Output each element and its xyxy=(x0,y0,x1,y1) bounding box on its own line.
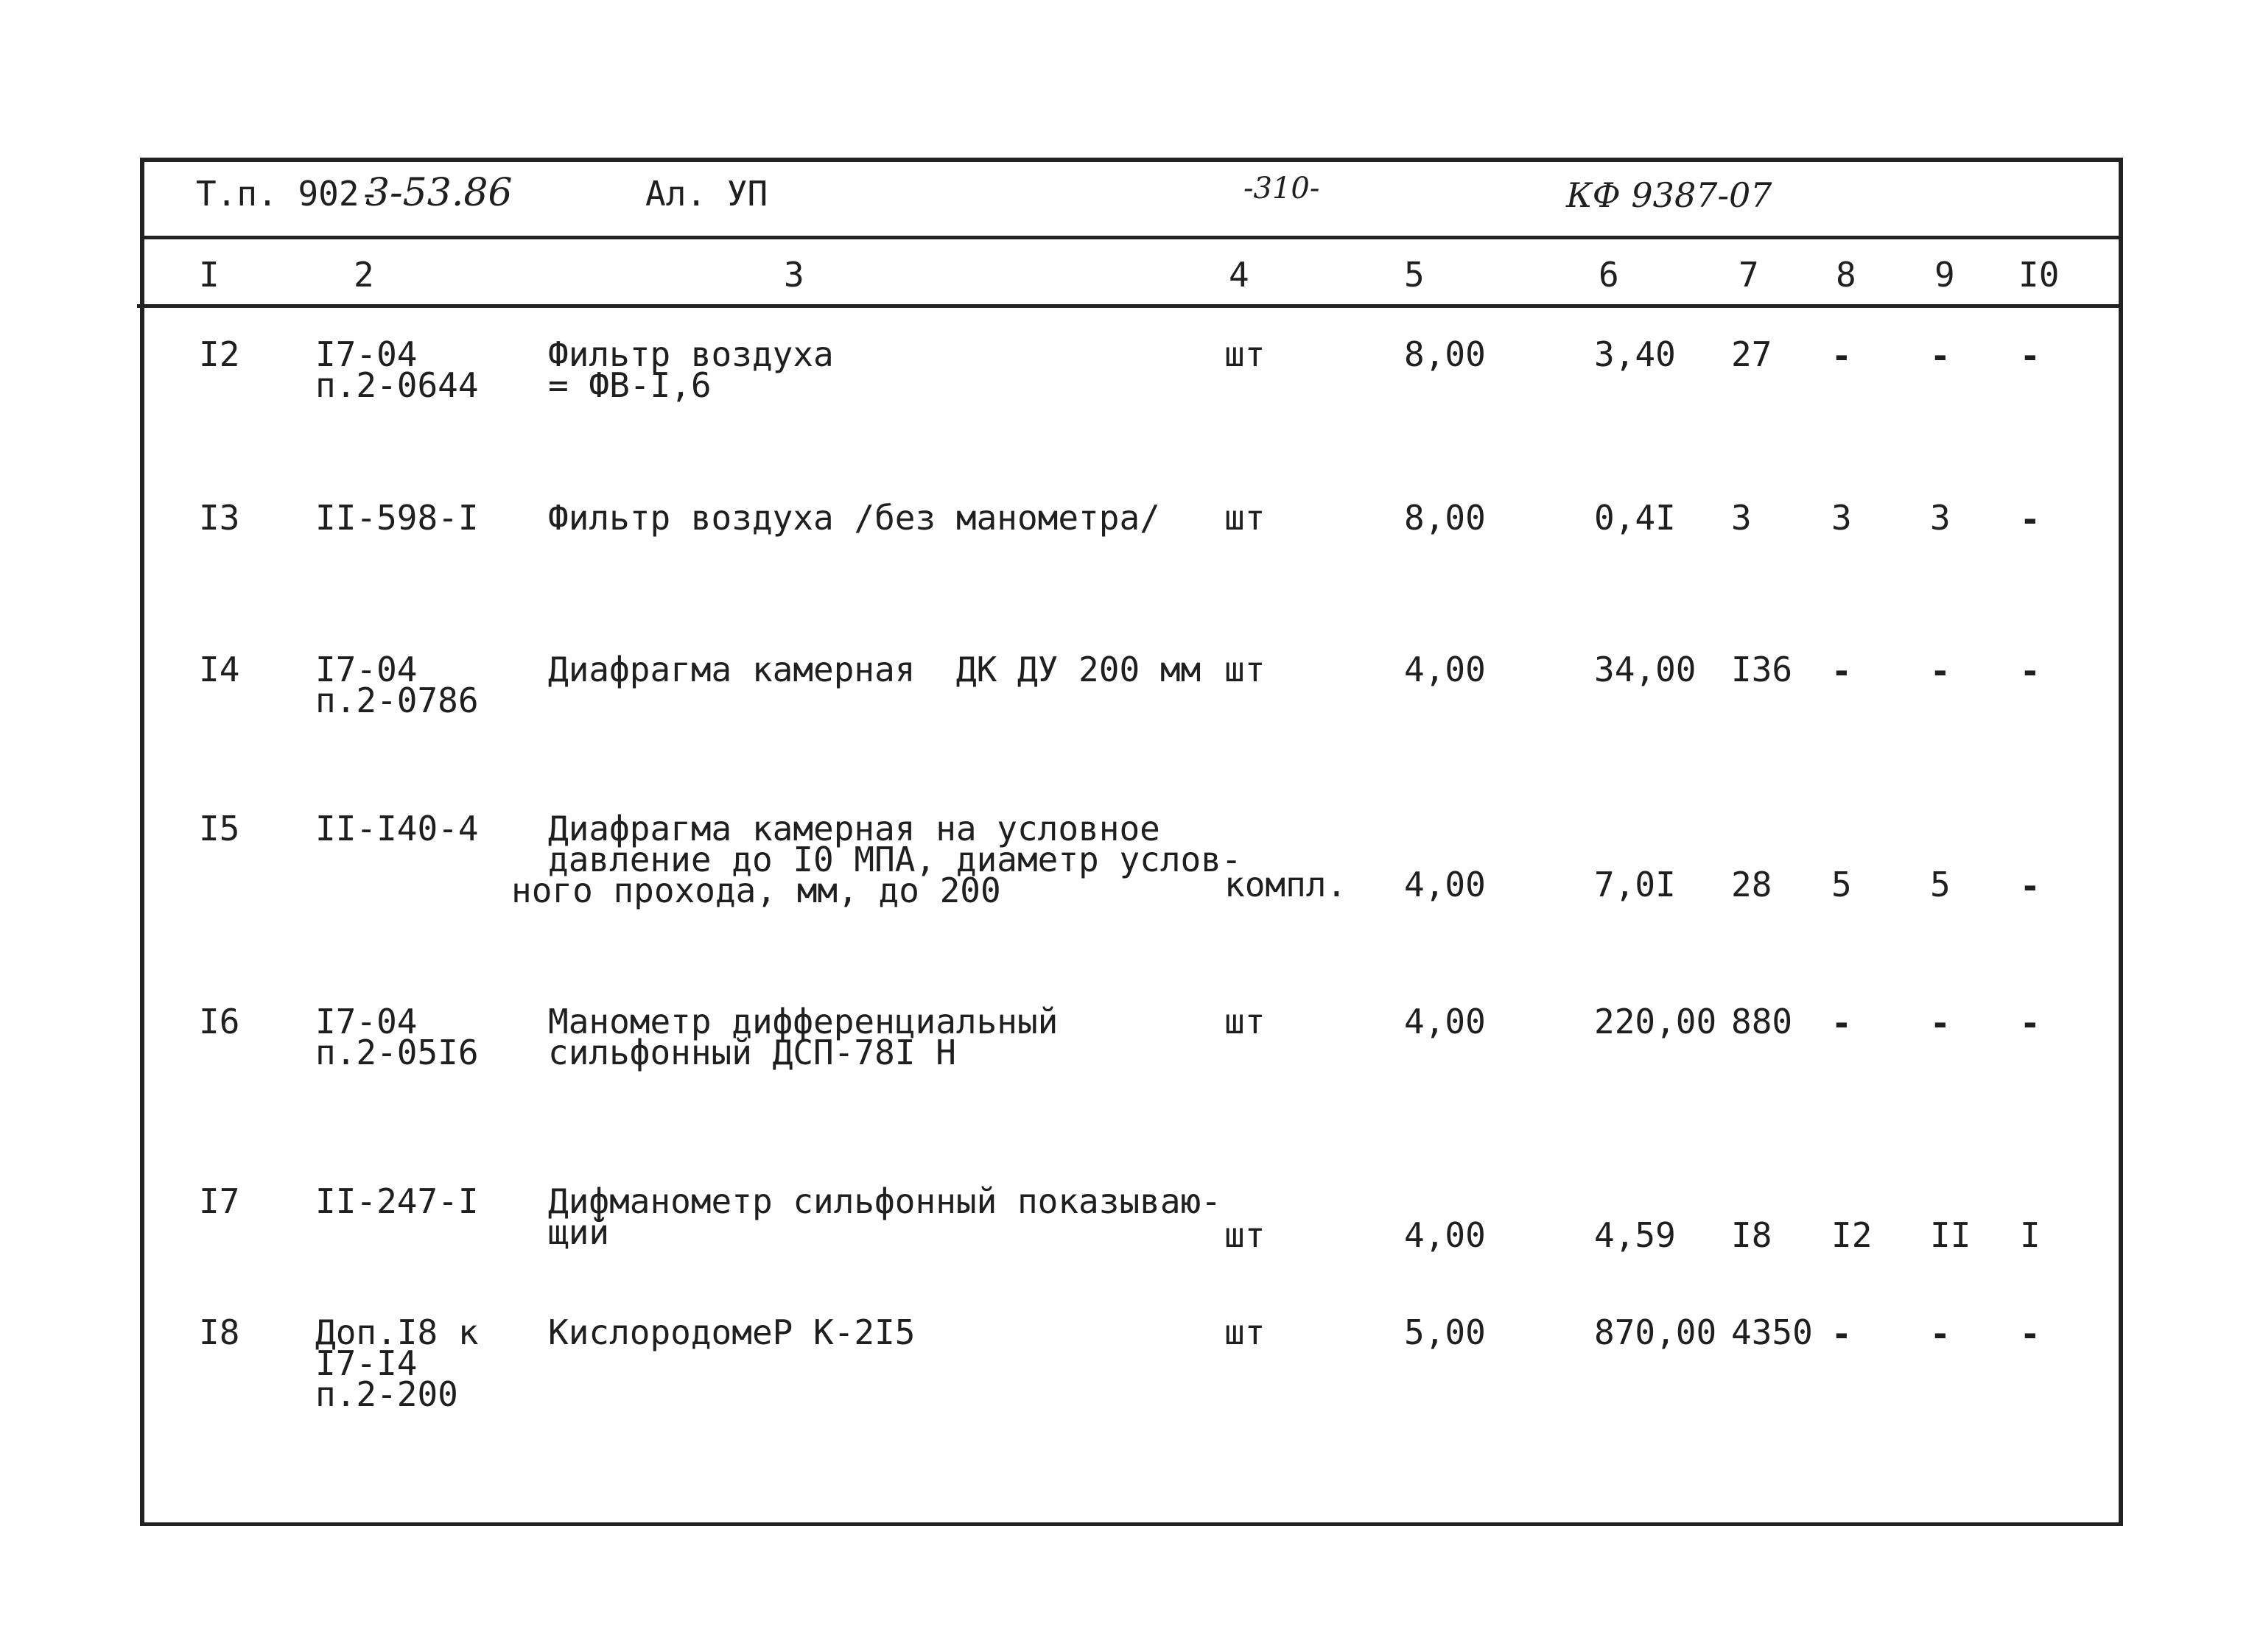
row-col9: 3 xyxy=(1930,498,1951,538)
row-col10: - xyxy=(2020,651,2041,691)
row-col9: - xyxy=(1930,1003,1951,1043)
column-number: I0 xyxy=(2018,255,2060,295)
row-code: I7-04 xyxy=(315,334,418,374)
row-unit-price: 0,4I xyxy=(1594,498,1676,538)
row-col9: II xyxy=(1930,1215,1971,1255)
column-number: 6 xyxy=(1599,255,1619,295)
row-quantity: 5,00 xyxy=(1404,1312,1486,1352)
row-code: п.2-0786 xyxy=(315,681,479,720)
row-number: I7 xyxy=(199,1181,240,1221)
column-number: 5 xyxy=(1404,255,1425,295)
column-number: 2 xyxy=(354,255,374,295)
row-unit-price: 220,00 xyxy=(1594,1002,1717,1041)
column-number: 4 xyxy=(1229,255,1249,295)
column-number: 3 xyxy=(784,255,804,295)
column-number: 8 xyxy=(1836,255,1856,295)
row-name: давление до I0 МПА, диаметр услов- xyxy=(548,840,1242,879)
page-number: -310- xyxy=(1243,172,1320,205)
row-unit-price: 34,00 xyxy=(1594,650,1697,689)
row-col10: - xyxy=(2020,499,2041,539)
row-code: п.2-200 xyxy=(315,1374,458,1414)
row-code: II-598-I xyxy=(315,498,479,538)
row-col8: - xyxy=(1831,1314,1852,1354)
row-col9: - xyxy=(1930,336,1951,376)
row-col9: - xyxy=(1930,651,1951,691)
row-quantity: 4,00 xyxy=(1404,1002,1486,1041)
row-unit: шт xyxy=(1224,498,1266,538)
row-quantity: 4,00 xyxy=(1404,865,1486,904)
row-unit-price: 870,00 xyxy=(1594,1312,1717,1352)
project-prefix: Т.п. 902- xyxy=(196,174,380,214)
row-name: Диафрагма камерная ДК ДУ 200 мм xyxy=(548,650,1201,689)
row-code: п.2-0644 xyxy=(315,365,479,405)
column-number: 7 xyxy=(1739,255,1759,295)
row-total: 27 xyxy=(1731,334,1772,374)
row-name: Манометр дифференциальный xyxy=(548,1002,1059,1041)
row-total: 3 xyxy=(1731,498,1752,538)
row-name: сильфонный ДСП-78I Н xyxy=(548,1033,956,1072)
row-col8: I2 xyxy=(1831,1215,1873,1255)
row-code: II-I40-4 xyxy=(315,809,479,848)
column-number: 9 xyxy=(1934,255,1955,295)
project-number-handwritten: 3-53.86 xyxy=(365,171,513,215)
row-number: I5 xyxy=(199,809,240,848)
row-col8: 3 xyxy=(1831,498,1852,538)
row-total: 28 xyxy=(1731,865,1772,904)
row-col10: - xyxy=(2020,866,2041,906)
row-name: щий xyxy=(548,1212,610,1252)
row-col9: - xyxy=(1930,1314,1951,1354)
row-code: I7-I4 xyxy=(315,1343,418,1383)
row-unit-price: 7,0I xyxy=(1594,865,1676,904)
row-code: Доп.I8 к xyxy=(315,1312,479,1352)
row-quantity: 4,00 xyxy=(1404,1215,1486,1255)
row-name: КислородомеР К-2I5 xyxy=(548,1312,916,1352)
row-code: I7-04 xyxy=(315,1002,418,1041)
row-col10: - xyxy=(2020,1314,2041,1354)
row-quantity: 4,00 xyxy=(1404,650,1486,689)
row-unit: шт xyxy=(1224,334,1266,374)
row-unit: шт xyxy=(1224,1312,1266,1352)
row-name: Дифманометр сильфонный показываю- xyxy=(548,1181,1221,1221)
row-unit: шт xyxy=(1224,650,1266,689)
row-col8: - xyxy=(1831,336,1852,376)
row-name: Фильтр воздуха xyxy=(548,334,834,374)
row-quantity: 8,00 xyxy=(1404,334,1486,374)
row-col8: - xyxy=(1831,651,1852,691)
row-number: I2 xyxy=(199,334,240,374)
row-name: = ФВ-I,6 xyxy=(548,365,712,405)
album-label: Ал. УП xyxy=(645,174,768,214)
row-quantity: 8,00 xyxy=(1404,498,1486,538)
row-col10: - xyxy=(2020,336,2041,376)
row-code: II-247-I xyxy=(315,1181,479,1221)
row-name: Фильтр воздуха /без манометра/ xyxy=(548,498,1160,538)
row-total: 880 xyxy=(1731,1002,1793,1041)
row-col8: 5 xyxy=(1831,865,1852,904)
row-total: 4350 xyxy=(1731,1312,1813,1352)
row-number: I8 xyxy=(199,1312,240,1352)
row-name: Диафрагма камерная на условное xyxy=(548,809,1160,848)
row-code: I7-04 xyxy=(315,650,418,689)
row-unit: шт xyxy=(1224,1002,1266,1041)
document-code: КФ 9387-07 xyxy=(1566,175,1772,215)
row-number: I4 xyxy=(199,650,240,689)
row-total: I8 xyxy=(1731,1215,1772,1255)
row-name: ного прохода, мм, до 200 xyxy=(511,871,1001,910)
row-col8: - xyxy=(1831,1003,1852,1043)
row-unit-price: 3,40 xyxy=(1594,334,1676,374)
row-col10: - xyxy=(2020,1003,2041,1043)
header-divider xyxy=(140,236,2123,239)
column-numbers-divider xyxy=(137,304,2123,308)
row-number: I6 xyxy=(199,1002,240,1041)
row-number: I3 xyxy=(199,498,240,538)
column-number: I xyxy=(199,255,220,295)
row-unit: компл. xyxy=(1224,865,1347,904)
row-unit-price: 4,59 xyxy=(1594,1215,1676,1255)
row-code: п.2-05I6 xyxy=(315,1033,479,1072)
row-col10: I xyxy=(2020,1215,2041,1255)
row-total: I36 xyxy=(1731,650,1793,689)
row-col9: 5 xyxy=(1930,865,1951,904)
row-unit: шт xyxy=(1224,1215,1266,1255)
